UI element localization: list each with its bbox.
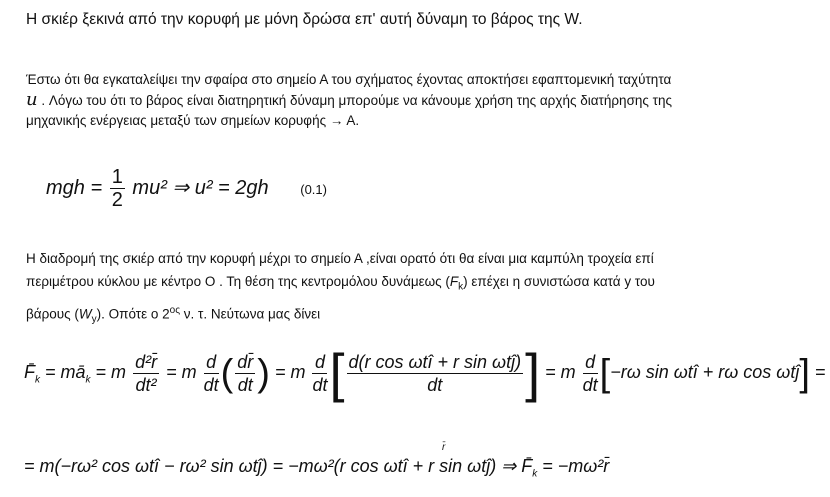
d-dt-fraction-2: $\frac{d}{dt}$ [312, 351, 328, 395]
energy-paragraph-line3: μηχανικής ενέργειας μεταξύ των σημείων κορυφής → Α. [26, 113, 360, 128]
energy-equation [46, 166, 327, 211]
centripetal-paragraph-line1: Η διαδρομή της σκιέρ από την κορυφή μέχρι το σημείο Α ,είναι ορατό ότι θα είναι μια καμπύλη τροχεία επί [26, 251, 654, 266]
energy-paragraph-line1: Έστω ότι θα εγκαταλείψει την σφαίρα στο σημείο Α του σχήματος έχοντας αποκτήσει εφαπτομενική ταχύτητα [26, 72, 672, 87]
result-equation: r̄ = m(−rω² cos ωtî − rω² sin ωtĵ) = −mω²(r cos ωtî + r sin ωtĵ) ⇒ $F̄_k$ = −mω²r̄ [24, 448, 609, 493]
centripetal-paragraph [26, 247, 655, 331]
centripetal-paragraph-line2: περιμέτρου κύκλου με κέντρο Ο . Τη θέση της κεντρομόλου δυνάμεως $(F_k)$ επέχει η συνιστώσα κατά y του [26, 274, 655, 293]
energy-eq-lhs: mgh = [46, 176, 103, 199]
equation-number: (0.1) [300, 181, 327, 197]
dr-dt-fraction: $\frac{dr̄}{dt}$ [237, 351, 254, 395]
newton-equation: $F̄_k$ = $mā_k = m$ $\frac{\text{d²r̄}}{\text{dt²}}$ = m $\frac{d}{dt}$ ( $\frac{dr̄}{dt}$ ) = m $\frac{d}{dt}$ [ $\frac{\text{d(r cos ωtî + r sin ωtĵ)}}{dt}$ ] = m $\frac{d}{dt}$ [−rω sin ωtî + rω cos ωtĵ] = [24, 343, 826, 404]
position-derivative-fraction: $\frac{\text{d(r cos ωtî + r sin ωtĵ)}}{dt}$ [348, 351, 522, 395]
d-dt-fraction-3: $\frac{d}{dt}$ [582, 351, 598, 395]
energy-paragraph [26, 70, 672, 131]
energy-eq-rhs: mu² ⇒ u² = 2gh [132, 176, 269, 199]
second-derivative-fraction: $\frac{\text{d²r̄}}{\text{dt²}}$ [135, 351, 158, 395]
intro-sentence: Η σκιέρ ξεκινά από την κορυφή με μόνη δρώσα επ' αυτή δύναμη το βάρος της W. [26, 11, 583, 28]
r-vector-overlabel: r̄ [442, 442, 446, 453]
d-dt-fraction: $\frac{d}{dt}$ [203, 351, 219, 395]
centripetal-paragraph-line3: βάρους $(W_y)$. Οπότε ο $2^{o\varsigma}$ ν. τ. Νεύτωνα μας δίνει [26, 304, 321, 325]
energy-paragraph-line2: u . Λόγω του ότι το βάρος είναι διατηρητική δύναμη μπορούμε να κάνουμε χρήση της αρχής διατήρησης της [26, 89, 673, 110]
one-half-fraction: $\frac{1}{2}$ [111, 166, 123, 211]
velocity-symbol: u [26, 89, 38, 110]
